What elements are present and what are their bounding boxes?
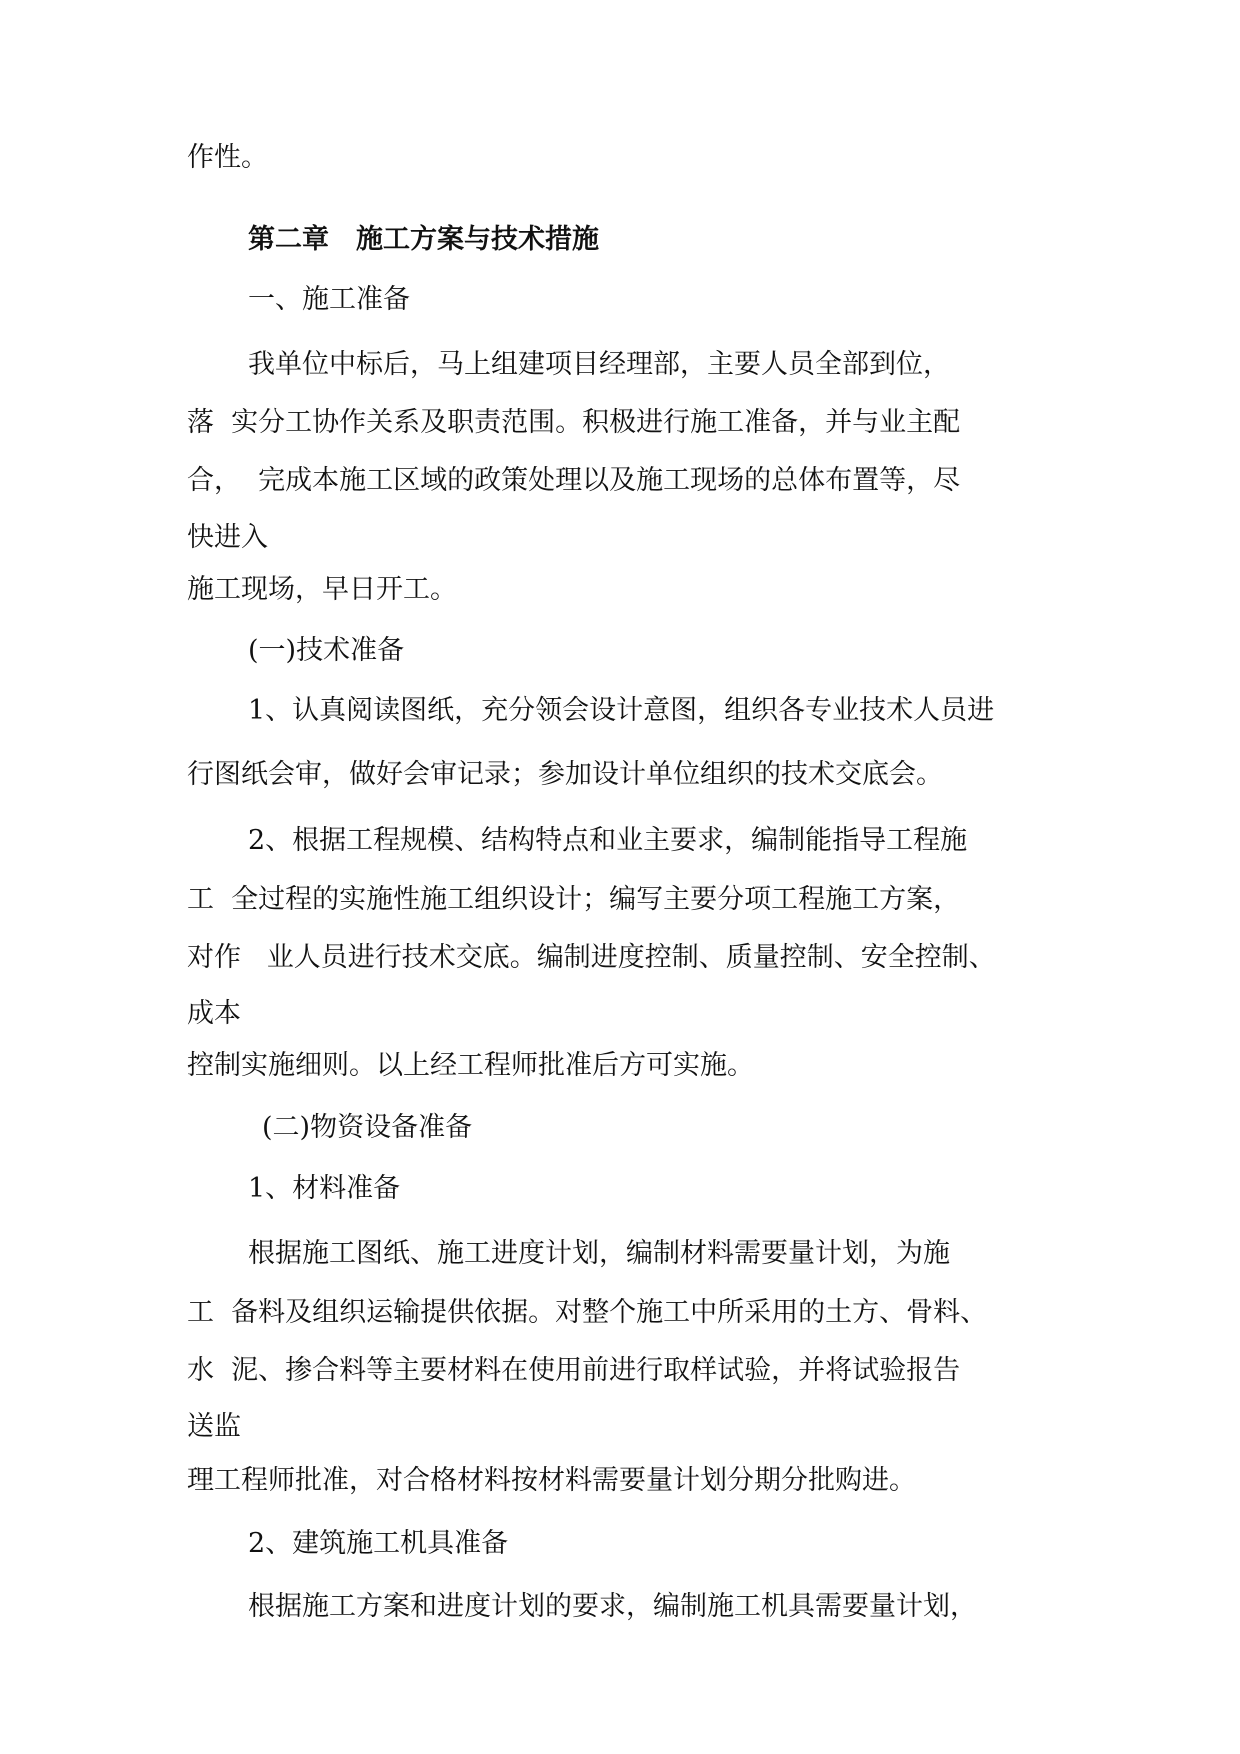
body-text-line: 工 备料及组织运输提供依据。对整个施工中所采用的土方、骨料、: [187, 1297, 988, 1328]
body-text-line: 根据施工图纸、施工进度计划，编制材料需要量计划，为施: [248, 1238, 950, 1269]
body-text-line: 水 泥、掺合料等主要材料在使用前进行取样试验，并将试验报告: [187, 1355, 961, 1386]
body-text-line: 根据施工方案和进度计划的要求，编制施工机具需要量计划，: [248, 1591, 977, 1622]
body-text-line: 我单位中标后，马上组建项目经理部，主要人员全部到位，: [248, 349, 950, 380]
subsection-heading: (二)物资设备准备: [262, 1112, 473, 1143]
body-text-line: 施工现场，早日开工。: [187, 574, 457, 605]
body-text-line: 控制实施细则。以上经工程师批准后方可实施。: [187, 1050, 754, 1081]
body-text-line: 落 实分工协作关系及职责范围。积极进行施工准备，并与业主配: [187, 407, 961, 438]
item-heading: 2、建筑施工机具准备: [248, 1528, 509, 1559]
body-text-line: 成本: [187, 998, 241, 1029]
item-heading: 1、材料准备: [248, 1173, 401, 1204]
body-text-line: 行图纸会审，做好会审记录；参加设计单位组织的技术交底会。: [187, 759, 943, 790]
body-text-line: 送监: [187, 1411, 241, 1442]
body-text-line: 工 全过程的实施性施工组织设计；编写主要分项工程施工方案，: [187, 884, 961, 915]
body-text-line: 对作 业人员进行技术交底。编制进度控制、质量控制、安全控制、: [187, 942, 996, 973]
subsection-heading: (一)技术准备: [248, 635, 405, 666]
body-text-line: 快进入: [187, 522, 268, 553]
body-text-line: 理工程师批准，对合格材料按材料需要量计划分期分批购进。: [187, 1465, 916, 1496]
body-text-line: 合， 完成本施工区域的政策处理以及施工现场的总体布置等，尽: [187, 465, 961, 496]
body-text-line: 2、根据工程规模、结构特点和业主要求，编制能指导工程施: [248, 825, 968, 856]
chapter-heading: 第二章 施工方案与技术措施: [248, 224, 599, 255]
body-text-line: 作性。: [187, 142, 268, 173]
body-text-line: 1、认真阅读图纸，充分领会设计意图，组织各专业技术人员进: [248, 695, 995, 726]
section-heading: 一、施工准备: [248, 284, 410, 315]
